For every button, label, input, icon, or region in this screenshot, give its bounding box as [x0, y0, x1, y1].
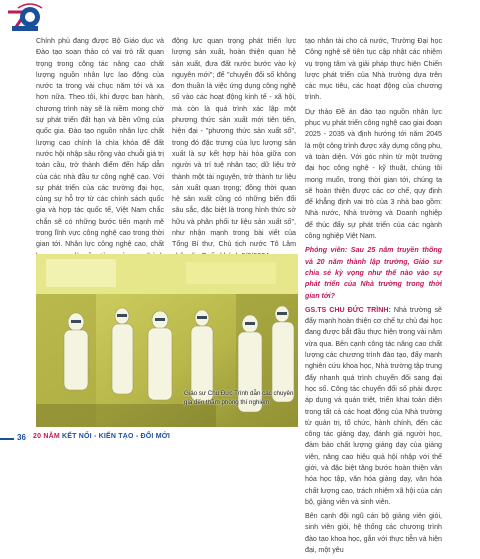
paragraph: động lực quan trọng phát triển lực lượng sản xuất, hoàn thiện quan hệ sản xuất, đưa đất nước bước vào kỷ nguyên mới"; để "chuyển đổi số không đơn thuần là việc ứng dụng công nghệ số vào các hoạt động kinh tế - xã hội, mà còn là quá trình xác lập một phương thức sản xuất mới tiên tiến, hiện đại - "phương thức sản xuất số", trong đó đặc trưng của lực lượng sản xuất là sự kết hợp hài hòa giữa con người và trí tuệ nhân tạo; dữ liệu trở thành một tài nguyên, trở thành tư liệu sản xuất quan trọng; đồng thời quan hệ sản xuất cũng có những biến đổi sâu sắc, đặc biệt là trong hình thức sở hữu và phân phối tư liệu sản xuất số", như nhận mạnh trong bài viết của Tổng Bí thư, Chủ tịch nước Tô Lâm [172, 37, 296, 249]
paragraph: Bên cạnh đội ngũ cán bộ giảng viên giỏi, sinh viên giỏi, hệ thống các chương trình đào tạo khoa học, gắn với thực tiễn và hiện đại, một yêu [305, 512, 442, 555]
photo-caption: Giáo sư Chu Đức Trình dẫn các chuyên gia đến thăm phòng thí nghiệm [184, 390, 294, 406]
footer-rule [0, 438, 14, 440]
paragraph: Chính phủ đang được Bộ Giáo dục và Đào tạo soạn thảo có vai trò rất quan trọng trong công tác nâng cao chất lượng nguồn nhân lực lao động của nước ta trong vài chục năm tới và xa hơn nữa. Theo tôi, khi được ban hành, chương trình này sẽ là niềm mong chờ sự phát triển đất hạn và bền vững của quốc gia. Đào tạo nguồn nhân lực chất lượng cao chính là chìa khóa để đất nước hội nhập sâu rộng vào chuỗi giá trị toàn cầu, trở thành điểm đến hấp dẫn của các nhà đầu tư công nghệ cao. Với sự phát triển của các trường đại học, cùng sự hỗ trợ từ các chính sách quốc gia và hợp tác quốc tế, Việt Nam chắc chắn sẽ có những bước tiến mạnh mẽ trong lĩnh vực công nghệ cao trong thời gian tới. Nhân lực công nghệ cao, chất [36, 37, 164, 249]
anniversary-logo [4, 2, 46, 32]
article-column-2 [172, 36, 296, 291]
article-column-1 [36, 36, 164, 276]
paragraph: Dự thảo Đề án đào tạo nguồn nhân lực phục vụ phát triển công nghệ cao giai đoạn 2025 - 2035 và định hướng tới năm 2045 là một công trình được xây dựng công phu, và toàn diện. Với góc nhìn từ một trường đại học công nghệ - kỹ thuật, chúng tôi mong muốn, trong thời gian tới, chúng ta sẽ hoàn thiện được các cơ chế, quy định để khẳng định vai trò của 3 nhà bao gồm: Nhà nước, Nhà trường và Doanh nghiệp để thúc đẩy sự phát triển của các ngành công nghiệp Việt Nam. [305, 107, 442, 241]
paragraph: tạo nhân tài cho cả nước, Trường Đại học Công nghệ sẽ tiên tục cập nhật các nhiệm vụ trọng tâm và giải pháp thực hiện Chiến lược phát triển của Nhà trường dựa trên các mục tiêu, các hoạt động của chương trình. [305, 37, 442, 102]
page-footer [0, 432, 480, 447]
slogan-motto: KẾT NỐI - KIẾN TẠO - ĐỔI MỚI [62, 433, 171, 440]
speaker-name: GS.TS CHU ĐỨC TRÌNH: [305, 305, 391, 314]
answer-text: Nhà trường sẽ đẩy mạnh hoàn thiện cơ chế tự chủ đại học đang được bắt đầu thực hiện trong vài năm vừa qua. Bên cạnh công tác nâng cao chất lượng các chương trình đào tạo, đẩy mạnh nghiên cứu khoa học, Nhà trường tập trung đẩy nhanh quá trình chuyển đổi sang đại học số. Công tác chuyển đổi số phải được áp dụng và quán triệt, triển khai toàn diện trong tất cả các hoạt động của Nhà trường từ quản trị, tổ chức, hành chính, đến các công tác giảng dạy, đánh giá người học, đảm bảo chất lượng giảng dạy của giảng viên, nâng cao hiệu quả hội nhập với thế giới, và đặc biệt tăng bước hoàn thiện văn hóa học tập, văn hóa giảng dạy, văn hóa chất lượng cao, trách nhiệm xã hội của cán bộ, giảng viên và sinh viên. [305, 305, 442, 506]
footer-slogan [33, 433, 170, 440]
article-column-3 [305, 36, 442, 559]
page-number: 36 [17, 433, 26, 442]
interview-answer [305, 305, 442, 508]
interview-question: Phóng viên: Sau 25 năm truyền thống và 20 năm thành lập trường, Giáo sư chia sẻ kỳ vọng như thế nào vào sự phát triển của Nhà trường trong thời gian tới? [305, 246, 442, 300]
slogan-years: 20 NĂM [33, 433, 60, 440]
